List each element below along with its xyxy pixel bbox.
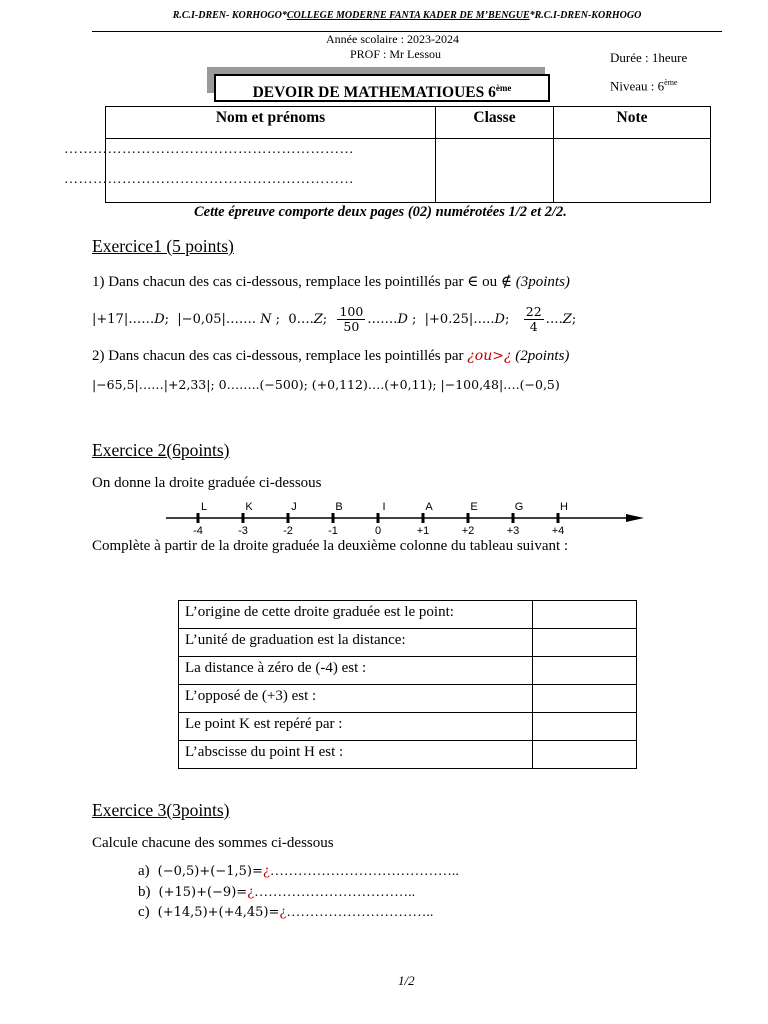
answer-row-label: L’unité de graduation est la distance: (179, 629, 533, 657)
sum-expression: (+14,5)+(+4,45)= (157, 905, 280, 920)
sum-letter: c) (138, 904, 150, 920)
ex1-q1-expressions: |+17|…… D ; |−0,05|……. N ; 0…. Z ; $\frac{100}{50}$ ……. D ; |+0.25|….. D ; $\frac{22}{4}$ …. Z ; (92, 303, 577, 334)
sum-item (138, 884, 415, 901)
ex1-q2-expressions: |−65,5|……|+2,33|; 0……..(−500); (+0,112)….(+0,11); |−100,48|….(−0,5) (92, 377, 560, 392)
tick-label: 0 (374, 525, 382, 537)
tick-label: -3 (238, 525, 248, 537)
answer-cell[interactable] (533, 629, 637, 657)
teacher-name: PROF : Mr Lessou (350, 47, 442, 61)
point-letter: K (245, 501, 253, 513)
level-text: Niveau : 6 (610, 78, 665, 94)
ex2-intro: On donne la droite graduée ci-dessous (92, 475, 322, 491)
ex2-instruction: Complète à partir de la droite graduée la deuxième colonne du tableau suivant : (92, 538, 569, 554)
exam-notice: Cette épreuve comporte deux pages (02) numérotées 1/2 et 2/2. (194, 204, 567, 220)
answer-row (179, 657, 637, 685)
header-right: *R.C.I-DREN-KORHOGO (529, 10, 642, 21)
expr-c-set: Z (313, 311, 323, 327)
ex3-intro: Calcule chacune des sommes ci-dessous (92, 835, 334, 851)
answer-row (179, 685, 637, 713)
sum-dots: ………………………….. (286, 905, 434, 920)
title-text: DEVOIR DE MATHEMATIOUES 6 (252, 84, 496, 102)
col-name-header: Nom et prénoms (106, 107, 436, 139)
ex1-q1-points: (3points) (515, 274, 570, 290)
tick-label: +1 (416, 525, 430, 537)
answer-cell[interactable] (533, 657, 637, 685)
point-letter: A (425, 501, 433, 513)
fraction-22-4 (524, 305, 544, 334)
point-letter: E (470, 501, 478, 513)
point-letter: L (200, 501, 208, 513)
answer-row-label: Le point K est repéré par : (179, 713, 533, 741)
expr-a-set: D (154, 311, 165, 327)
point-letter: B (335, 501, 343, 513)
exercise-1-title: Exercice1 (5 points) (92, 236, 234, 256)
sum-expression: (+15)+(−9)= (158, 885, 248, 900)
answer-row-label: La distance à zéro de (-4) est : (179, 657, 533, 685)
duration: Durée : 1heure (610, 50, 688, 65)
answer-cell[interactable] (533, 713, 637, 741)
number-line (160, 496, 650, 538)
col-note-header: Note (554, 107, 711, 139)
page-number: 1/2 (398, 973, 415, 988)
expr-d: ……. (367, 311, 398, 327)
title-sup: ème (495, 83, 512, 93)
school-header (92, 10, 722, 21)
class-cell[interactable] (436, 139, 554, 203)
answer-row (179, 741, 637, 769)
answer-row-label: L’origine de cette droite graduée est le point: (179, 601, 533, 629)
sum-placeholder: ¿ (247, 885, 255, 900)
frac2-num: 22 (525, 303, 542, 319)
answer-row (179, 601, 637, 629)
tick-label: +2 (461, 525, 475, 537)
level (610, 78, 677, 94)
col-class-header: Classe (436, 107, 554, 139)
sum-item (138, 863, 459, 880)
tick-label: -1 (328, 525, 338, 537)
sum-item (138, 904, 433, 921)
header-school: COLLEGE MODERNE FANTA KADER DE M’BENGUE (286, 10, 530, 21)
frac1-num: 100 (339, 303, 364, 319)
expr-b-set: N (260, 311, 272, 327)
tick-label: -4 (193, 525, 203, 537)
ex1-q1 (92, 272, 570, 291)
exercise-2-title: Exercice 2(6points) (92, 440, 230, 460)
sum-letter: b) (138, 884, 151, 900)
answer-cell[interactable] (533, 685, 637, 713)
page-title (214, 74, 550, 102)
fraction-100-50 (337, 305, 365, 334)
tick-label: -2 (283, 525, 293, 537)
ex1-q2-symbol: ¿ou>¿ (467, 348, 512, 364)
expr-b: |−0,05|……. (177, 311, 257, 327)
tick-label: +4 (551, 525, 565, 537)
ex2-answer-table (178, 600, 637, 769)
ex1-q2-text: 2) Dans chacun des cas ci-dessous, remplace les pointillés par (92, 348, 468, 364)
point-letter: H (560, 501, 568, 513)
answer-row-label: L’opposé de (+3) est : (179, 685, 533, 713)
name-dots-line-2: …………………………………………………… (64, 172, 354, 187)
point-letter: I (382, 501, 386, 513)
expr-f: …. (545, 311, 563, 327)
header-left: R.C.I-DREN- KORHOGO* (172, 10, 287, 21)
point-letter: G (514, 501, 524, 513)
level-sup: ème (664, 78, 678, 87)
answer-row (179, 629, 637, 657)
answer-row (179, 713, 637, 741)
expr-e: |+0.25|….. (424, 311, 495, 327)
expr-e-set: D (494, 311, 505, 327)
exercise-3-title: Exercice 3(3points) (92, 800, 230, 820)
sum-letter: a) (138, 863, 150, 879)
expr-a: |+17|…… (92, 311, 155, 327)
answer-cell[interactable] (533, 601, 637, 629)
expr-d-set: D (397, 311, 408, 327)
sum-dots: ………………………………….. (269, 864, 459, 879)
ex1-q2-points: (2points) (511, 348, 570, 364)
tick-label: +3 (506, 525, 520, 537)
answer-cell[interactable] (533, 741, 637, 769)
sum-expression: (−0,5)+(−1,5)= (157, 864, 263, 879)
frac2-den: 4 (529, 318, 538, 334)
number-line-arrow (626, 514, 644, 522)
sum-dots: …………………………….. (254, 885, 416, 900)
answer-row-label: L’abscisse du point H est : (179, 741, 533, 769)
note-cell[interactable] (554, 139, 711, 203)
ex1-q2 (92, 348, 569, 365)
frac1-den: 50 (343, 318, 360, 334)
expr-c: 0…. (288, 311, 314, 327)
expr-f-set: Z (562, 311, 572, 327)
point-letter: J (291, 501, 297, 513)
name-dots-line-1: …………………………………………………… (64, 142, 354, 157)
school-year: Année scolaire : 2023-2024 (326, 32, 459, 46)
sum-placeholder: ¿ (262, 864, 270, 879)
sum-placeholder: ¿ (279, 905, 287, 920)
ex1-q1-text: 1) Dans chacun des cas ci-dessous, remplace les pointillés par ∈ ou ∉ (92, 274, 516, 290)
